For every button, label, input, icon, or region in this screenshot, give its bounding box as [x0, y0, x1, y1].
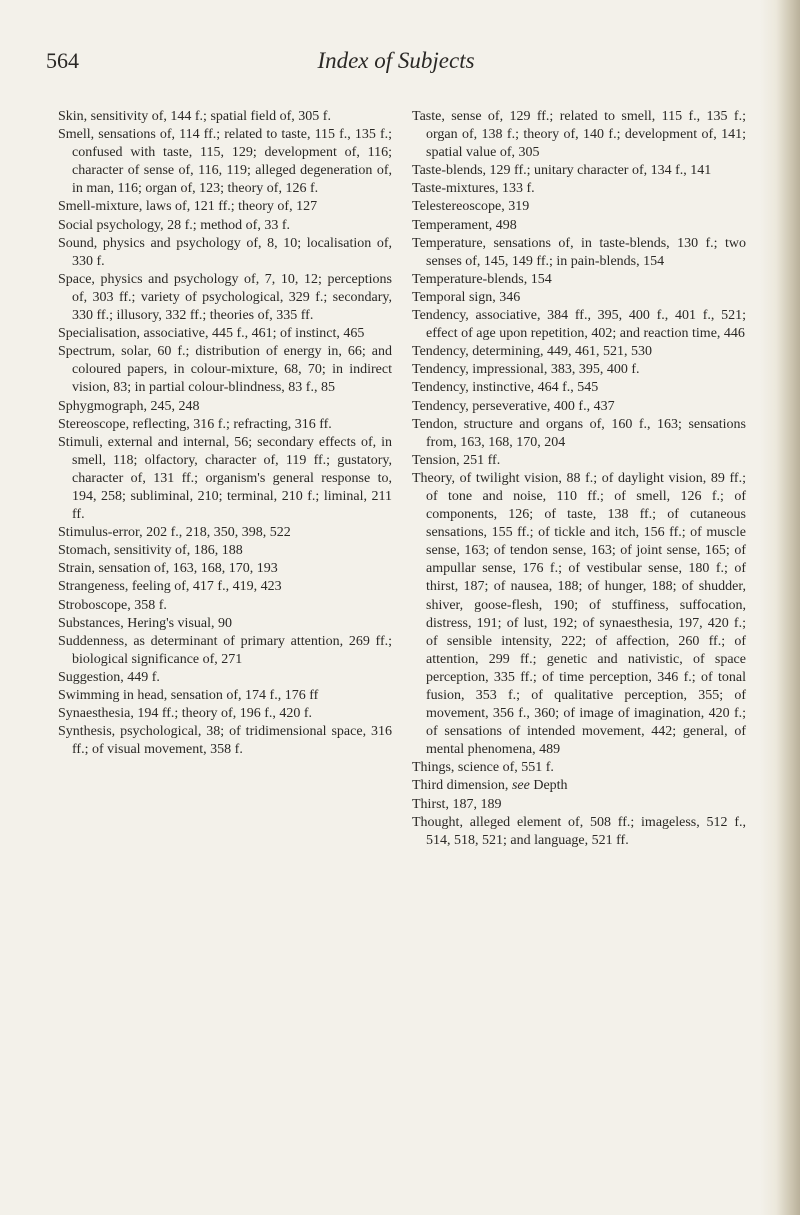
index-entry: Temperature-blends, 154: [412, 271, 552, 287]
index-entry: Temperament, 498: [412, 217, 517, 233]
index-entry: Third dimension, see Depth: [412, 778, 568, 794]
index-entry: Tendency, perseverative, 400 f., 437: [412, 398, 615, 414]
index-entry: Stereoscope, reflecting, 316 f.; refracting, 316 ff.: [58, 416, 332, 432]
index-entry: Space, physics and psychology of, 7, 10, 12; perceptions of, 303 ff.; variety of psychological, 329 f.; secondary, 330 ff.; illusory, 332 ff.; theories of, 335 ff.: [58, 271, 392, 324]
index-entry: Tendency, impressional, 383, 395, 400 f.: [412, 362, 640, 378]
index-entry: Skin, sensitivity of, 144 f.; spatial field of, 305 f.: [58, 109, 331, 124]
index-entry: Tendency, determining, 449, 461, 521, 530: [412, 344, 652, 360]
index-entry: Stimuli, external and internal, 56; secondary effects of, in smell, 118; olfactory, character of, 119 ff.; gustatory, character of, 131 ff.; organism's general response to, 194, 258; subliminal, 210; terminal, 210 f.; liminal, 211 ff.: [58, 434, 392, 523]
index-entry: Synaesthesia, 194 ff.; theory of, 196 f., 420 f.: [58, 706, 313, 722]
index-entry: Sphygmograph, 245, 248: [58, 398, 200, 414]
page-edge-shadow: [760, 0, 800, 1215]
index-entry: Swimming in head, sensation of, 174 f., 176 ff: [58, 688, 319, 703]
index-entry: Tendency, associative, 384 ff., 395, 400 f., 401 f., 521; effect of age upon repetition, 402; and reaction time, 446: [412, 308, 746, 342]
page-header: [46, 48, 746, 88]
index-entry: Stomach, sensitivity of, 186, 188: [58, 543, 243, 559]
index-entry: Tendency, instinctive, 464 f., 545: [412, 380, 599, 396]
index-entry: Things, science of, 551 f.: [412, 760, 554, 776]
index-entry: Specialisation, associative, 445 f., 461; of instinct, 465: [58, 326, 365, 342]
index-column-left: [58, 108, 392, 759]
index-entry: Temporal sign, 346: [412, 289, 521, 305]
index-entry: Stimulus-error, 202 f., 218, 350, 398, 522: [58, 525, 291, 541]
index-entry: Thought, alleged element of, 508 ff.; imageless, 512 f., 514, 518, 521; and language, 521 ff.: [412, 814, 746, 848]
index-entry: Theory, of twilight vision, 88 f.; of daylight vision, 89 ff.; of tone and noise, 110 ff.; of smell, 126 f.; of components, 126; of taste, 138 ff.; of cutaneous sensations, 155 ff.; of tickle and itch, 156 ff.; of muscle sense, 163; of tendon sense, 163; of joint sense, 165; of ampullar sense, 176 f.; of vestibular sense, 180 f.; of thirst, 187; of nausea, 188; of hunger, 188; of shudder, shiver, goose-flesh, 190; of stuffiness, suffocation, distress, 191; of lust, 192; of synaesthesia, 197, 420 f.; of sensible intensity, 222; of affection, 260 ff.; of attention, 299 ff.; genetic and nativistic, of space perception, 335 ff.; of time perception, 346 f.; of tonal fusion, 353 f.; of qualitative perception, 355; of movement, 356 f., 360; of image of imagination, 420 f.; of sensations of intended movement, 442; general, of mental phenomena, 489: [412, 470, 746, 758]
index-entry: Sound, physics and psychology of, 8, 10; localisation of, 330 f.: [58, 235, 392, 269]
index-entry: Suggestion, 449 f.: [58, 669, 160, 685]
running-title: Index of Subjects: [317, 48, 475, 73]
index-entry: Spectrum, solar, 60 f.; distribution of energy in, 66; and coloured papers, in colour-mixture, 68, 70; in indirect vision, 83; in partial colour-blindness, 83 f., 85: [58, 344, 392, 396]
page-number: 564: [46, 48, 79, 73]
see-reference: see: [511, 778, 530, 794]
index-entry: Suddenness, as determinant of primary attention, 269 ff.; biological significance of, 271: [58, 633, 392, 667]
index-entry: Thirst, 187, 189: [412, 796, 502, 812]
index-entry: Taste-blends, 129 ff.; unitary character of, 134 f., 141: [412, 163, 712, 179]
index-entry: Tendon, structure and organs of, 160 f., 163; sensations from, 163, 168, 170, 204: [412, 416, 746, 450]
index-entry: Telestereoscope, 319: [412, 199, 530, 215]
index-entry: Taste-mixtures, 133 f.: [412, 181, 535, 197]
index-entry: Social psychology, 28 f.; method of, 33 f.: [58, 217, 291, 233]
index-entry: Taste, sense of, 129 ff.; related to smell, 115 f., 135 f.; organ of, 138 f.; theory of, 140 f.; development of, 141; spatial value of, 305: [412, 109, 746, 161]
index-entry: Tension, 251 ff.: [412, 452, 501, 468]
index-entry: Temperature, sensations of, in taste-blends, 130 f.; two senses of, 145, 149 ff.; in pain-blends, 154: [412, 235, 746, 269]
index-column-right: [412, 108, 746, 850]
index-entry: Strain, sensation of, 163, 168, 170, 193: [58, 561, 278, 577]
index-entry: Strangeness, feeling of, 417 f., 419, 423: [58, 579, 282, 595]
index-entry: Substances, Hering's visual, 90: [58, 615, 233, 631]
index-entry: Smell-mixture, laws of, 121 ff.; theory of, 127: [58, 199, 318, 215]
index-entry: Stroboscope, 358 f.: [58, 597, 167, 613]
index-entry: Smell, sensations of, 114 ff.; related to taste, 115 f., 135 f.; confused with taste, 115, 129; development of, 116; character of sense of, 116, 119; alleged degeneration of, in man, 116; organ of, 123; theory of, 126 f.: [58, 127, 392, 197]
index-entry: Synthesis, psychological, 38; of tridimensional space, 316 ff.; of visual movement, 358 f.: [58, 724, 392, 758]
